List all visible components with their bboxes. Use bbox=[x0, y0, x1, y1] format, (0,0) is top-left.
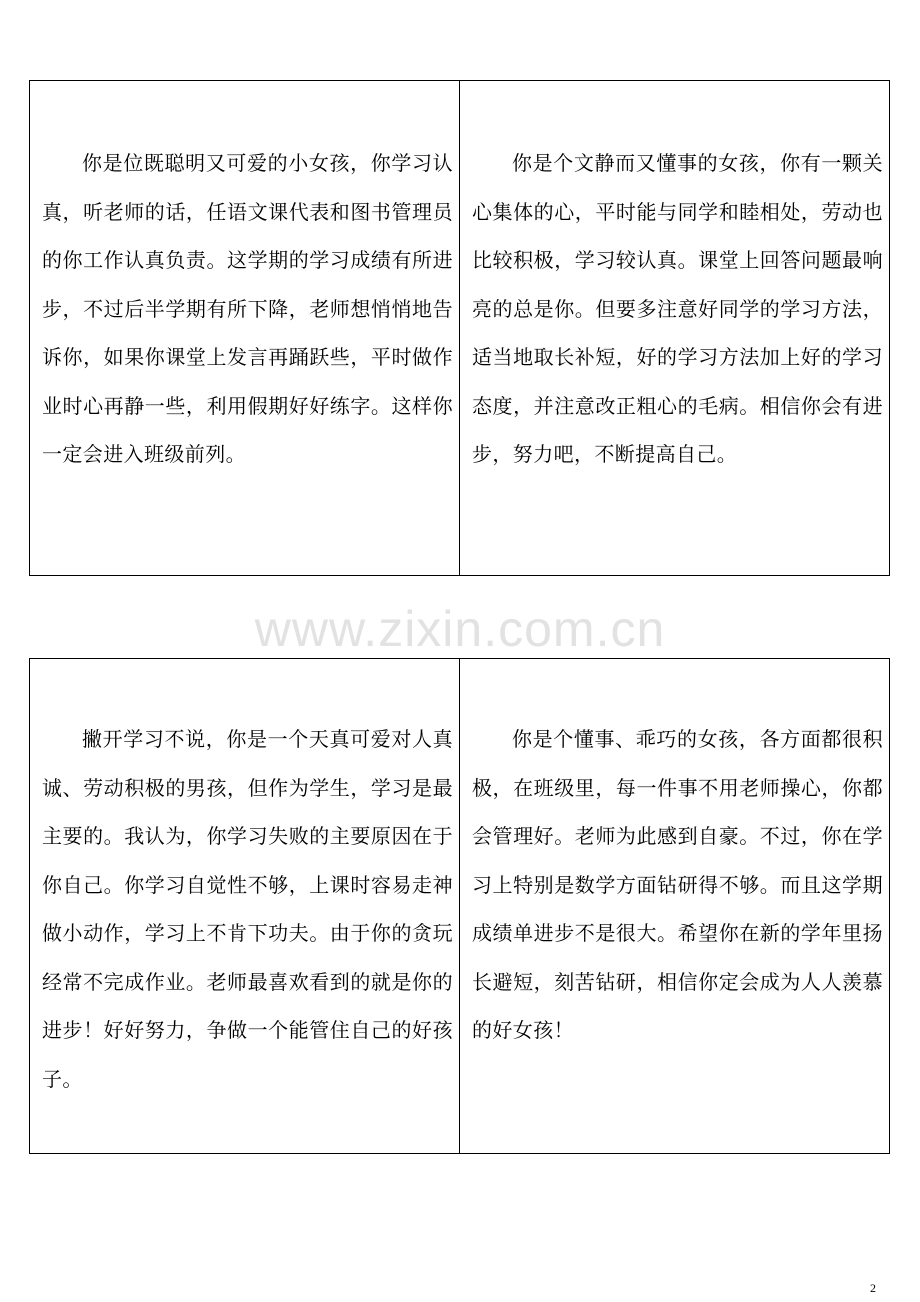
comment-row-top bbox=[29, 80, 891, 576]
comment-row-bottom bbox=[29, 658, 891, 1154]
comment-text: 你是个文静而又懂事的女孩，你有一颗关心集体的心，平时能与同学和睦相处，劳动也比较积极，学习较认真。课堂上回答问题最响亮的总是你。但要多注意好同学的学习方法，适当地取长补短，好的学习方法加上好的学习态度，并注意改正粗心的毛病。相信你会有进步，努力吧，不断提高自己。 bbox=[472, 151, 883, 466]
comment-text: 你是位既聪明又可爱的小女孩，你学习认真，听老师的话，任语文课代表和图书管理员的你工作认真负责。这学期的学习成绩有所进步，不过后半学期有所下降，老师想悄悄地告诉你，如果你课堂上发言再踊跃些，平时做作业时心再静一些，利用假期好好练字。这样你一定会进入班级前列。 bbox=[42, 151, 453, 466]
comment-card-4 bbox=[459, 658, 890, 1154]
comment-card-2 bbox=[459, 80, 890, 576]
comment-card-1 bbox=[29, 80, 460, 576]
comment-card-3 bbox=[29, 658, 460, 1154]
page-number: 2 bbox=[870, 1281, 876, 1295]
watermark: www.zixin.com.cn bbox=[254, 601, 666, 657]
comment-text: 撇开学习不说，你是一个天真可爱对人真诚、劳动积极的男孩，但作为学生，学习是最主要的。我认为，你学习失败的主要原因在于你自己。你学习自觉性不够，上课时容易走神做小动作，学习上不肯下功夫。由于你的贪玩经常不完成作业。老师最喜欢看到的就是你的进步！好好努力，争做一个能管住自己的好孩子。 bbox=[42, 727, 453, 1091]
comment-text: 你是个懂事、乖巧的女孩，各方面都很积极，在班级里，每一件事不用老师操心，你都会管理好。老师为此感到自豪。不过，你在学习上特别是数学方面钻研得不够。而且这学期成绩单进步不是很大。希望你在新的学年里扬长避短，刻苦钻研，相信你定会成为人人羡慕的好女孩！ bbox=[472, 727, 883, 1042]
